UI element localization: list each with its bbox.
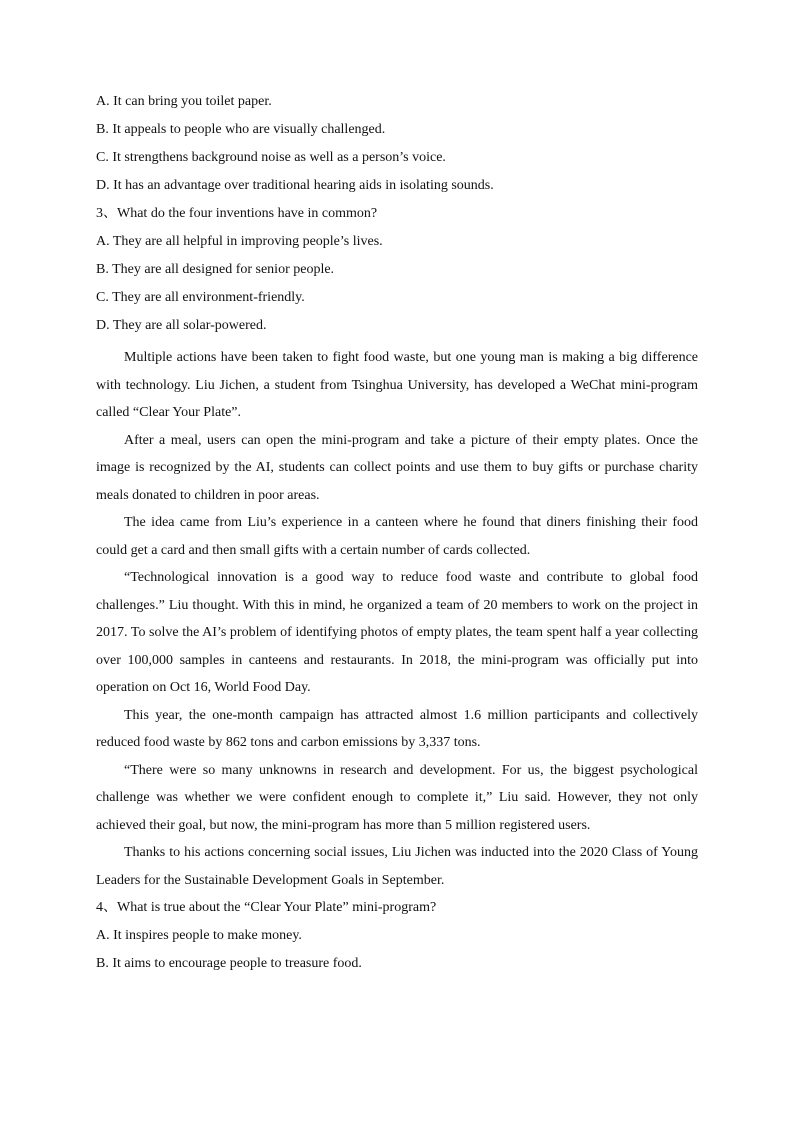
q2-option-b: B. It appeals to people who are visually challenged.: [96, 122, 386, 137]
passage-paragraph-6: “There were so many unknowns in research and development. For us, the biggest psychological challenge was whether we were confident enough to complete it,” Liu said. However, they not only achieved their goal, but now, the mini-program has more than 5 million registered users.: [96, 762, 698, 833]
q3-option-b: B. They are all designed for senior people.: [96, 262, 335, 277]
passage-paragraph-5: This year, the one-month campaign has attracted almost 1.6 million participants and collectively reduced food waste by 862 tons and carbon emissions by 3,337 tons.: [96, 707, 698, 750]
passage-paragraph-3: The idea came from Liu’s experience in a canteen where he found that diners finishing their food could get a card and then small gifts with a certain number of cards collected.: [96, 515, 698, 558]
question-2-options: [96, 92, 698, 196]
q2-option-d: D. It has an advantage over traditional hearing aids in isolating sounds.: [96, 178, 494, 193]
q3-option-a: A. They are all helpful in improving people’s lives.: [96, 234, 383, 249]
question-4: [96, 898, 698, 974]
question-3: [96, 204, 698, 336]
passage-paragraph-4: “Technological innovation is a good way to reduce food waste and contribute to global food challenges.” Liu thought. With this in mind, he organized a team of 20 members to work on the project in 2017. To solve the AI’s problem of identifying photos of empty plates, the team spent half a year collecting over 100,000 samples in canteens and restaurants. In 2018, the mini-program was officially put into operation on Oct 16, World Food Day.: [96, 570, 698, 695]
q2-option-c: C. It strengthens background noise as well as a person’s voice.: [96, 150, 446, 165]
reading-passage: [96, 344, 698, 894]
q4-option-a: A. It inspires people to make money.: [96, 928, 302, 943]
passage-paragraph-7: Thanks to his actions concerning social issues, Liu Jichen was inducted into the 2020 Class of Young Leaders for the Sustainable Development Goals in September.: [96, 845, 698, 888]
q3-option-c: C. They are all environment-friendly.: [96, 290, 305, 305]
q3-question: 3、What do the four inventions have in common?: [96, 206, 378, 221]
q2-option-a: A. It can bring you toilet paper.: [96, 94, 272, 109]
passage-paragraph-1: Multiple actions have been taken to fight food waste, but one young man is making a big difference with technology. Liu Jichen, a student from Tsinghua University, has developed a WeChat mini-program called “Clear Your Plate”.: [96, 350, 698, 420]
passage-paragraph-2: After a meal, users can open the mini-program and take a picture of their empty plates. Once the image is recognized by the AI, students can collect points and use them to buy gifts or purchase charity meals donated to children in poor areas.: [96, 432, 698, 503]
q4-option-b: B. It aims to encourage people to treasure food.: [96, 956, 362, 971]
q3-option-d: D. They are all solar-powered.: [96, 318, 267, 333]
q4-question: 4、What is true about the “Clear Your Plate” mini-program?: [96, 900, 437, 915]
